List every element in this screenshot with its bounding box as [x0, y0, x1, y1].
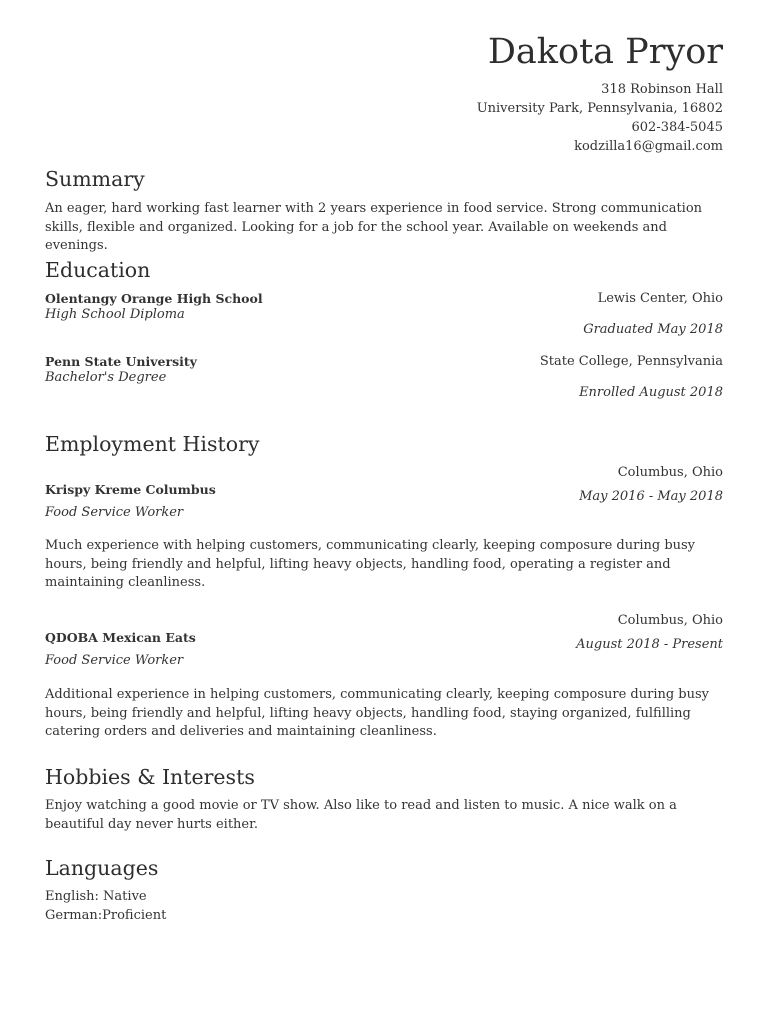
school-name: Olentangy Orange High School: [45, 291, 263, 306]
education-date: Enrolled August 2018: [579, 385, 723, 400]
employment-heading: Employment History: [45, 432, 260, 456]
employer-name: Krispy Kreme Columbus: [45, 482, 216, 497]
degree: High School Diploma: [45, 307, 185, 322]
degree: Bachelor's Degree: [45, 370, 167, 385]
employer-name: QDOBA Mexican Eats: [45, 630, 196, 645]
resume-header: [45, 28, 723, 156]
address-line-1: 318 Robinson Hall: [601, 82, 723, 97]
school-name: Penn State University: [45, 354, 197, 369]
email-address: kodzilla16@gmail.com: [574, 139, 723, 154]
education-item: [45, 354, 723, 400]
employment-dates: August 2018 - Present: [576, 637, 723, 652]
candidate-name: Dakota Pryor: [487, 32, 723, 72]
job-role: Food Service Worker: [45, 505, 184, 520]
education-item: [45, 291, 723, 337]
hobbies-section: [45, 763, 723, 834]
hobbies-heading: Hobbies & Interests: [45, 765, 255, 789]
education-section: [45, 256, 723, 284]
job-description: Much experience with helping customers, communicating clearly, keeping composure during busy hours, being friendly and helpful, lifting heavy objects, handling food, operating a register and maintaining cleanliness.: [45, 538, 696, 590]
languages-heading: Languages: [45, 856, 159, 880]
languages-section: [45, 854, 723, 925]
summary-heading: Summary: [45, 167, 145, 191]
summary-section: [45, 165, 723, 256]
address-line-2: University Park, Pennsylvania, 16802: [476, 101, 723, 116]
language-item: German:Proficient: [45, 907, 167, 923]
employment-item: [45, 465, 723, 593]
school-location: Lewis Center, Ohio: [597, 291, 723, 306]
education-heading: Education: [45, 258, 151, 282]
employment-item: [45, 613, 723, 742]
job-role: Food Service Worker: [45, 653, 184, 668]
employment-dates: May 2016 - May 2018: [579, 489, 723, 504]
school-location: State College, Pennsylvania: [539, 354, 723, 369]
phone-number: 602-384-5045: [631, 120, 723, 135]
employment-section: [45, 430, 723, 458]
job-description: Additional experience in helping customers, communicating clearly, keeping composure during busy hours, being friendly and helpful, lifting heavy objects, handling food, staying organized, fulfilling catering orders and deliveries and maintaining cleanliness.: [45, 687, 710, 739]
employer-location: Columbus, Ohio: [617, 613, 723, 628]
education-date: Graduated May 2018: [583, 322, 723, 337]
hobbies-text: Enjoy watching a good movie or TV show. Also like to read and listen to music. A nice walk on a beautiful day never hurts either.: [45, 798, 677, 832]
employer-location: Columbus, Ohio: [617, 465, 723, 480]
summary-text: An eager, hard working fast learner with 2 years experience in food service. Strong communication skills, flexible and organized. Looking for a job for the school year. Available on weekends and evenings.: [45, 201, 703, 253]
language-item: English: Native: [45, 889, 147, 904]
